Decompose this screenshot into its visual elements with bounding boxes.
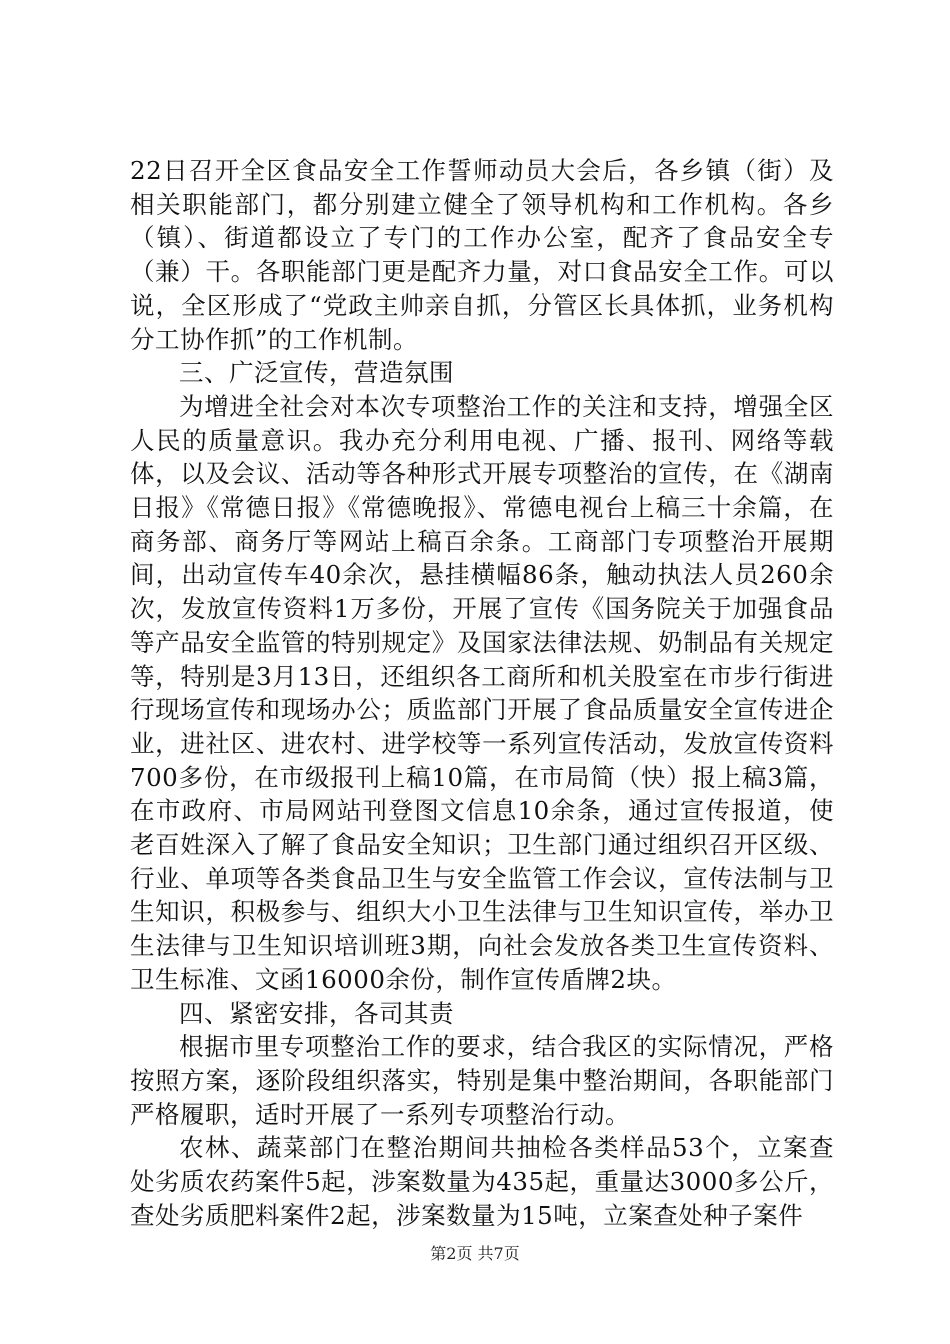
page-number-footer: 第2页 共7页 [430,1244,520,1263]
paragraph-agriculture-inspection: 农林、蔬菜部门在整治期间共抽检各类样品53个，立案查处劣质农药案件5起，涉案数量为435起，重量达3000多公斤，查处劣质肥料案件2起，涉案数量为15吨，立案查处种子案件 [130,1133,834,1230]
paragraph-arrangement-details: 根据市里专项整治工作的要求，结合我区的实际情况，严格按照方案，逐阶段组织落实，特别是集中整治期间，各职能部门严格履职，适时开展了一系列专项整治行动。 [130,1032,834,1129]
paragraph-publicity-details: 为增进全社会对本次专项整治工作的关注和支持，增强全区人民的质量意识。我办充分利用电视、广播、报刊、网络等载体，以及会议、活动等各种形式开展专项整治的宣传，在《湖南日报》《常德日报》《常德晚报》、常德电视台上稿三十余篇，在商务部、商务厅等网站上稿百余条。工商部门专项整治开展期间，出动宣传车40余次，悬挂横幅86条，触动执法人员260余次，发放宣传资料1万多份，开展了宣传《国务院关于加强食品等产品安全监管的特别规定》及国家法律法规、奶制品有关规定等，特别是3月13日，还组织各工商所和机关股室在市步行街进行现场宣传和现场办公；质监部门开展了食品质量安全宣传进企业，进社区、进农村、进学校等一系列宣传活动，发放宣传资料700多份，在市级报刊上稿10篇，在市局简（快）报上稿3篇，在市政府、市局网站刊登图文信息10余条，通过宣传报道，使老百姓深入了解了食品安全知识；卫生部门通过组织召开区级、行业、单项等各类食品卫生与安全监管工作会议，宣传法制与卫生知识，积极参与、组织大小卫生法律与卫生知识宣传，举办卫生法律与卫生知识培训班3期，向社会发放各类卫生宣传资料、卫生标准、文函16000余份，制作宣传盾牌2块。 [130,391,834,994]
section-heading-publicity: 三、广泛宣传，营造氛围 [179,358,454,388]
paragraph-leadership-mechanism: 22日召开全区食品安全工作誓师动员大会后，各乡镇（街）及相关职能部门，都分别建立健全了领导机构和工作机构。各乡（镇）、街道都设立了专门的工作办公室，配齐了食品安全专（兼）干。各职能部门更是配齐力量，对口食品安全工作。可以说，全区形成了“党政主帅亲自抓，分管区长具体抓，业务机构分工协作抓”的工作机制。 [130,156,834,354]
document-body [130,154,834,1233]
section-heading-arrangement: 四、紧密安排，各司其责 [179,998,454,1028]
